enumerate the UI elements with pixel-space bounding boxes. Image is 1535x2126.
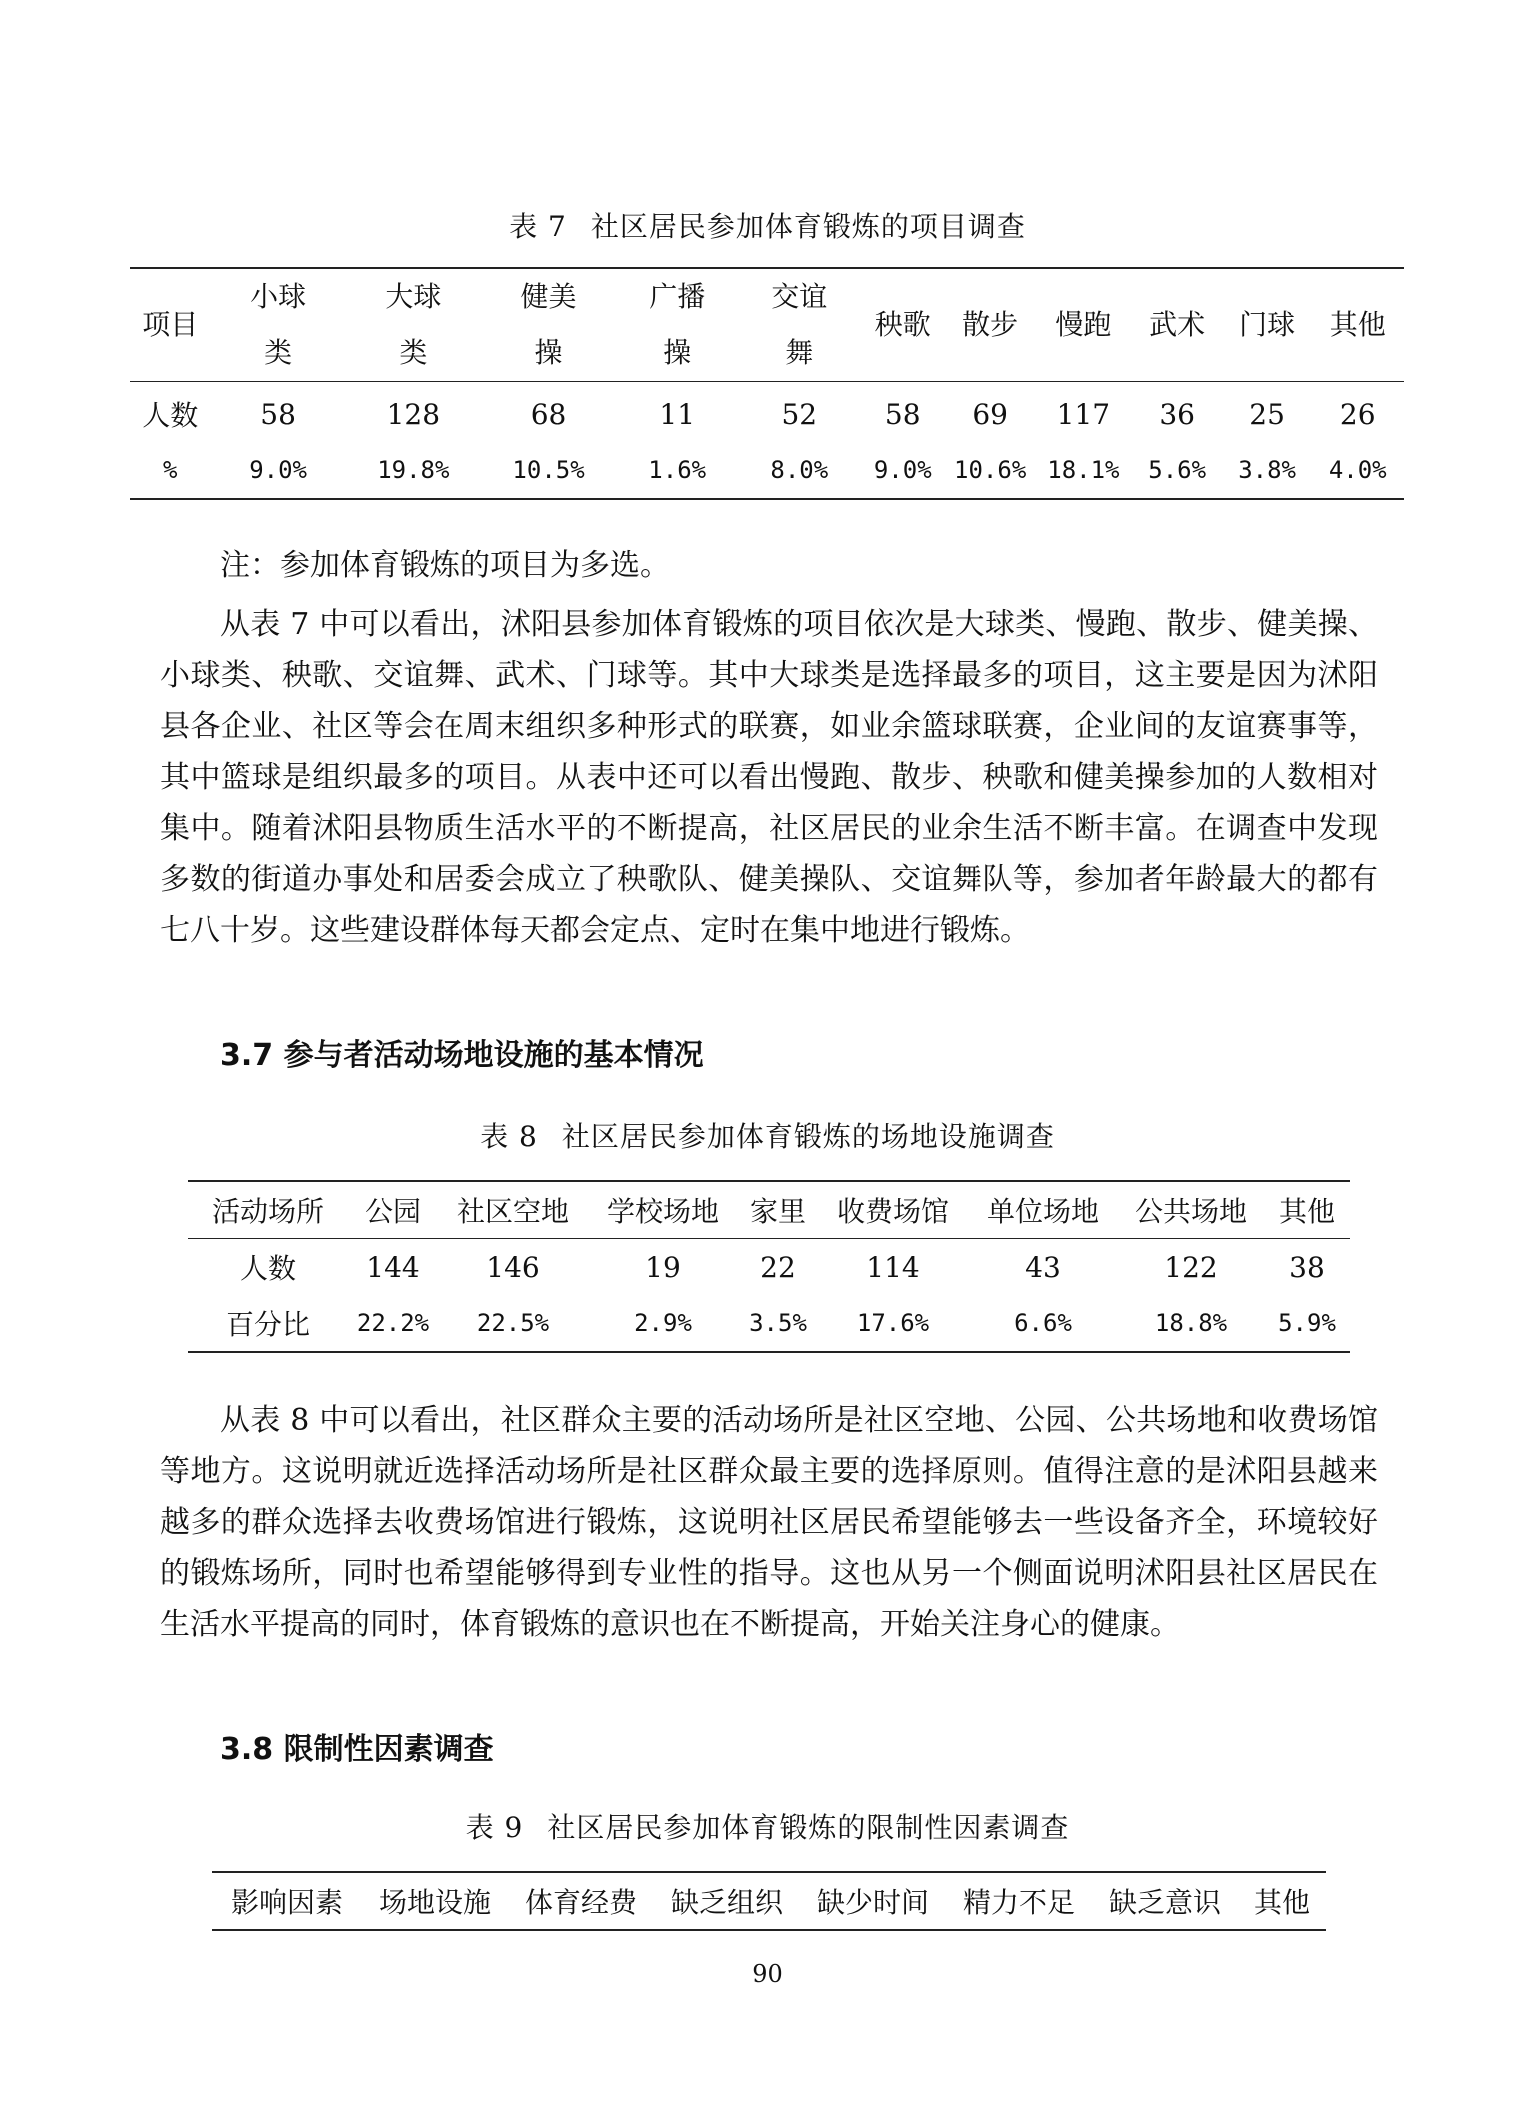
table-header-cell: 大球类 <box>346 268 481 382</box>
table-header-cell: 门球 <box>1223 268 1312 382</box>
table-cell: % <box>163 456 178 484</box>
table-cell: 26 <box>1339 397 1376 431</box>
paragraph-table8-analysis: 从表 8 中可以看出，社区群众主要的活动场所是社区空地、公园、公共场地和收费场馆等地方。这说明就近选择活动场所是社区群众最主要的选择原则。值得注意的是沭阳县越来越多的群众选择去收费场馆进行锻炼，这说明社区居民希望能够去一些设备齐全，环境较好的锻炼场所，同时也希望能够得到专业性的指导。这也从另一个侧面说明沭阳县社区居民在生活水平提高的同时，体育锻炼的意识也在不断提高，开始关注身心的健康。 <box>160 1403 1378 1642</box>
table-cell: 122 <box>1164 1250 1218 1284</box>
table-cell: 人数 <box>142 399 199 432</box>
table-cell: 25 <box>1249 397 1285 431</box>
table9-title: 社区居民参加体育锻炼的限制性因素调查 <box>547 1811 1070 1844</box>
table9 <box>212 1871 1326 1931</box>
table8-caption <box>0 1115 1535 1155</box>
table-header-cell: 小球类 <box>211 268 346 382</box>
table-cell: 17.6% <box>856 1309 930 1337</box>
table-row <box>188 1239 1350 1296</box>
table-cell: 10.6% <box>954 456 1027 484</box>
paragraph-table7-analysis: 从表 7 中可以看出，沭阳县参加体育锻炼的项目依次是大球类、慢跑、散步、健美操、小球类、秧歌、交谊舞、武术、门球等。其中大球类是选择最多的项目，这主要是因为沭阳县各企业、社区等会在周末组织多种形式的联赛，如业余篮球联赛，企业间的友谊赛事等，其中篮球是组织最多的项目。从表中还可以看出慢跑、散步、秧歌和健美操参加的人数相对集中。随着沭阳县物质生活水平的不断提高，社区居民的业余生活不断丰富。在调查中发现多数的街道办事处和居委会成立了秧歌队、健美操队、交谊舞队等，参加者年龄最大的都有七八十岁。这些建设群体每天都会定点、定时在集中地进行锻炼。 <box>160 607 1378 948</box>
table-cell: 1.6% <box>648 456 707 484</box>
table-header-cell: 广播操 <box>616 268 738 382</box>
table7-header-row <box>130 268 1404 382</box>
table9-caption <box>0 1806 1535 1846</box>
table-cell: 9.0% <box>873 456 932 484</box>
table-header-cell: 缺乏意识 <box>1108 1886 1221 1919</box>
table-header-cell: 缺乏组织 <box>670 1886 783 1919</box>
page-number: 90 <box>752 1960 783 1988</box>
section-heading-3-8: 3.8 限制性因素调查 <box>220 1732 494 1767</box>
table-header-cell: 交谊舞 <box>738 268 860 382</box>
table-cell: 52 <box>781 397 818 431</box>
table-cell: 146 <box>486 1250 540 1284</box>
table-row <box>130 382 1404 443</box>
table-header-cell: 秧歌 <box>860 268 945 382</box>
table-cell: 5.6% <box>1148 456 1207 484</box>
table-cell: 144 <box>366 1250 420 1284</box>
table-cell: 11 <box>659 397 696 431</box>
table-cell: 6.6% <box>1014 1309 1072 1337</box>
table7-label: 表 7 <box>509 210 567 243</box>
table-cell: 38 <box>1289 1250 1325 1284</box>
table-cell: 3.8% <box>1238 456 1296 484</box>
table-header-cell: 健美操 <box>481 268 616 382</box>
table-cell: 58 <box>884 397 921 431</box>
table-cell: 3.5% <box>749 1309 807 1337</box>
table7 <box>130 267 1404 500</box>
table-cell: 10.5% <box>512 456 585 484</box>
table-row <box>188 1295 1350 1352</box>
table-header-cell: 公共场地 <box>1118 1181 1264 1239</box>
table-header-cell: 单位场地 <box>968 1181 1118 1239</box>
table-header-cell: 收费场馆 <box>818 1181 968 1239</box>
table-header-cell: 精力不足 <box>962 1886 1075 1919</box>
table-cell: 5.9% <box>1278 1309 1336 1337</box>
table-header-cell: 散步 <box>945 268 1035 382</box>
table-header-cell: 社区空地 <box>438 1181 588 1239</box>
table-header-cell: 缺少时间 <box>816 1886 929 1919</box>
table8-title: 社区居民参加体育锻炼的场地设施调查 <box>561 1120 1055 1153</box>
table-cell: 22.5% <box>476 1309 550 1337</box>
table-cell: 百分比 <box>225 1308 310 1341</box>
table-header-cell: 体育经费 <box>524 1886 637 1919</box>
table-cell: 58 <box>260 397 296 431</box>
table7-note: 注：参加体育锻炼的项目为多选。 <box>220 548 670 583</box>
table-cell: 8.0% <box>770 456 829 484</box>
table-cell: 22.2% <box>356 1309 430 1337</box>
table8-header-row <box>188 1181 1350 1239</box>
table-row <box>130 442 1404 499</box>
table-header-cell: 其他 <box>1264 1181 1350 1239</box>
table-cell: 人数 <box>239 1252 296 1285</box>
table-cell: 18.8% <box>1154 1309 1228 1337</box>
table-header-cell: 武术 <box>1132 268 1223 382</box>
table7-caption <box>0 205 1535 245</box>
table-header-cell: 影响因素 <box>230 1886 343 1919</box>
table9-header-row <box>212 1872 1326 1930</box>
table-cell: 22 <box>760 1250 796 1284</box>
table7-title: 社区居民参加体育锻炼的项目调查 <box>590 210 1026 243</box>
table-cell: 68 <box>530 397 567 431</box>
table-header-cell: 慢跑 <box>1035 268 1131 382</box>
table-header-cell: 活动场所 <box>188 1181 348 1239</box>
table-header-cell: 场地设施 <box>378 1886 491 1919</box>
table9-label: 表 9 <box>465 1811 524 1844</box>
table8 <box>188 1180 1350 1353</box>
table-cell: 9.0% <box>249 456 307 484</box>
table-cell: 43 <box>1025 1250 1061 1284</box>
section-heading-3-7: 3.7 参与者活动场地设施的基本情况 <box>220 1038 704 1073</box>
table-header-cell: 公园 <box>348 1181 438 1239</box>
table-cell: 19.8% <box>377 456 450 484</box>
table-cell: 4.0% <box>1328 456 1387 484</box>
table-cell: 117 <box>1056 397 1111 431</box>
table-header-cell: 项目 <box>130 268 211 382</box>
table-header-cell: 其他 <box>1311 268 1404 382</box>
table-cell: 69 <box>972 397 1008 431</box>
table-cell: 36 <box>1159 397 1195 431</box>
table-cell: 2.9% <box>634 1309 692 1337</box>
table8-label: 表 8 <box>480 1120 538 1153</box>
table-cell: 18.1% <box>1047 456 1120 484</box>
table-cell: 128 <box>386 397 441 431</box>
table-cell: 19 <box>645 1250 681 1284</box>
table-cell: 114 <box>866 1250 920 1284</box>
table-header-cell: 家里 <box>738 1181 818 1239</box>
table-header-cell: 学校场地 <box>588 1181 738 1239</box>
table-header-cell: 其他 <box>1253 1886 1310 1919</box>
